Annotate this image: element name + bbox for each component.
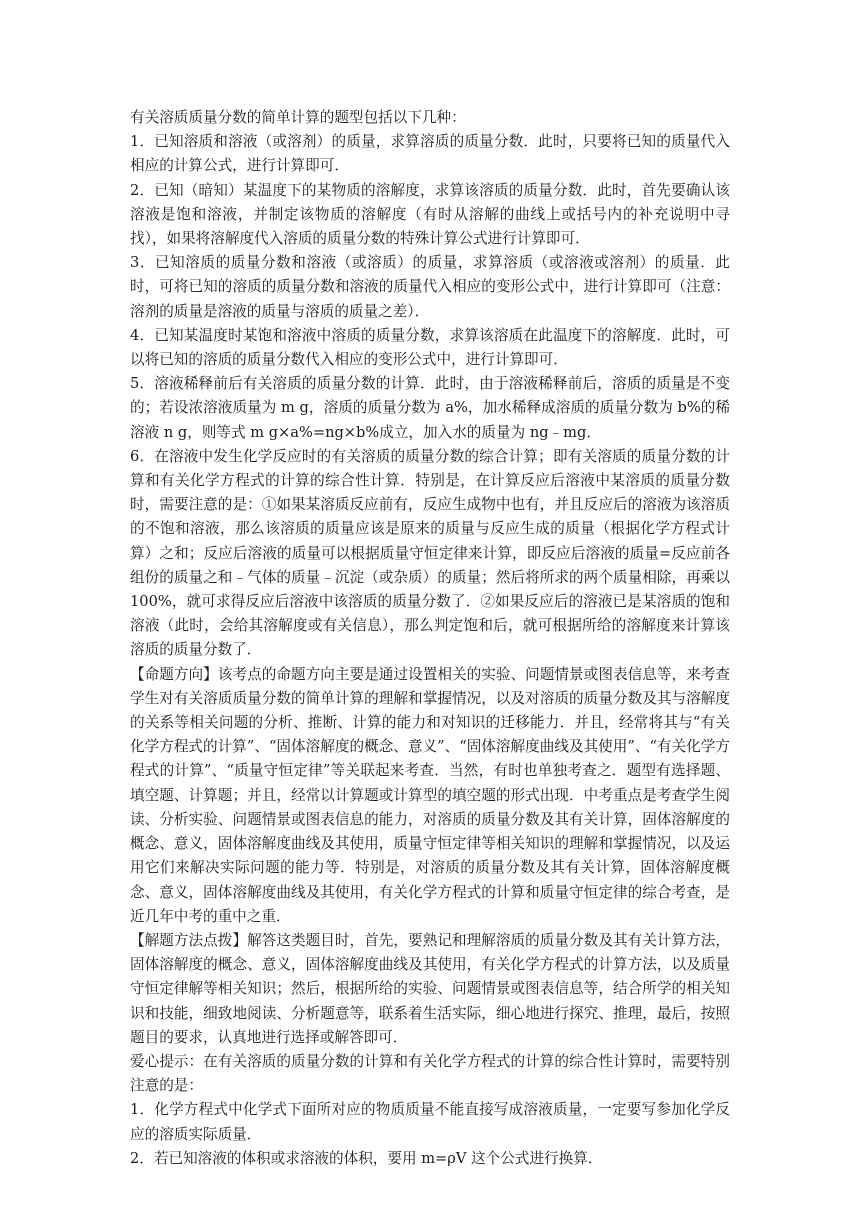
paragraph-reminder-2: 2．若已知溶液的体积或求溶液的体积，要用 m=ρV 这个公式进行换算． bbox=[130, 1149, 603, 1167]
document-body bbox=[130, 106, 730, 1171]
paragraph-type-2: 2．已知（暗知）某温度下的某物质的溶解度，求算该溶质的质量分数．此时，首先要确认该溶液是饱和溶液，并制定该物质的溶解度（有时从溶解的曲线上或括号内的补充说明中寻找），如果将溶解度代入溶质的质量分数的特殊计算公式进行计算即可． bbox=[130, 181, 730, 248]
paragraph-type-1: 1．已知溶质和溶液（或溶剂）的质量，求算溶质的质量分数．此时，只要将已知的质量代入相应的计算公式，进行计算即可． bbox=[130, 133, 730, 175]
paragraph-type-6: 6．在溶液中发生化学反应时的有关溶质的质量分数的综合计算；即有关溶质的质量分数的计算和有关化学方程式的计算的综合性计算．特别是，在计算反应后溶液中某溶质的质量分数时，需要注意的是：①如果某溶质反应前有，反应生成物中也有，并且反应后的溶液为该溶质的不饱和溶液，那么该溶质的质量应该是原来的质量与反应生成的质量（根据化学方程式计算）之和；反应后溶液的质量可以根据质量守恒定律来计算，即反应后溶液的质量=反应前各组份的质量之和﹣气体的质量﹣沉淀（或杂质）的质量；然后将所求的两个质量相除，再乘以 100%，就可求得反应后溶液中该溶质的质量分数了．②如果反应后的溶液已是某溶质的饱和溶液（此时，会给其溶解度或有关信息），那么判定饱和后，就可根据所给的溶解度来计算该溶质的质量分数了． bbox=[130, 447, 730, 659]
paragraph-reminder: 爱心提示：在有关溶质的质量分数的计算和有关化学方程式的计算的综合性计算时，需要特别注意的是： bbox=[130, 1052, 730, 1095]
paragraph-reminder-1: 1．化学方程式中化学式下面所对应的物质质量不能直接写成溶液质量，一定要写参加化学反应的溶质实际质量． bbox=[130, 1101, 730, 1143]
paragraph-exam-direction: 【命题方向】该考点的命题方向主要是通过设置相关的实验、问题情景或图表信息等，来考查学生对有关溶质质量分数的简单计算的理解和掌握情况，以及对溶质的质量分数及其与溶解度的关系等相关问题的分析、推断、计算的能力和对知识的迁移能力．并且，经常将其与“有关化学方程式的计算”、“固体溶解度的概念、意义”、“固体溶解度曲线及其使用”、“有关化学方程式的计算”、“质量守恒定律”等关联起来考查．当然，有时也单独考查之．题型有选择题、填空题、计算题；并且，经常以计算题或计算型的填空题的形式出现．中考重点是考查学生阅读、分析实验、问题情景或图表信息的能力，对溶质的质量分数及其有关计算，固体溶解度的概念、意义，固体溶解度曲线及其使用，质量守恒定律等相关知识的理解和掌握情况，以及运用它们来解决实际问题的能力等．特别是，对溶质的质量分数及其有关计算，固体溶解度概念、意义，固体溶解度曲线及其使用，有关化学方程式的计算和质量守恒定律的综合考查，是近几年中考的重中之重． bbox=[130, 665, 730, 925]
paragraph-type-3: 3．已知溶质的质量分数和溶液（或溶质）的质量，求算溶质（或溶液或溶剂）的质量．此时，可将已知的溶质的质量分数和溶液的质量代入相应的变形公式中，进行计算即可（注意：溶剂的质量是溶液的质量与溶质的质量之差）． bbox=[130, 254, 730, 320]
paragraph-type-5: 5．溶液稀释前后有关溶质的质量分数的计算．此时，由于溶液稀释前后，溶质的质量是不变的；若设浓溶液质量为 m g，溶质的质量分数为 a%，加水稀释成溶质的质量分数为 b%的稀溶液 n g，则等式 m g×a%=ng×b%成立，加入水的质量为 ng﹣mg． bbox=[130, 375, 730, 441]
paragraph-solution-tips: 【解题方法点拨】解答这类题目时，首先，要熟记和理解溶质的质量分数及其有关计算方法，固体溶解度的概念、意义，固体溶解度曲线及其使用，有关化学方程式的计算方法，以及质量守恒定律解等相关知识；然后，根据所给的实验、问题情景或图表信息等，结合所学的相关知识和技能，细致地阅读、分析题意等，联系着生活实际，细心地进行探究、推理，最后，按照题目的要求，认真地进行选择或解答即可． bbox=[130, 931, 730, 1046]
paragraph-type-4: 4．已知某温度时某饱和溶液中溶质的质量分数，求算该溶质在此温度下的溶解度．此时，可以将已知的溶质的质量分数代入相应的变形公式中，进行计算即可． bbox=[130, 326, 730, 369]
paragraph-intro: 有关溶质质量分数的简单计算的题型包括以下几种： bbox=[130, 109, 466, 126]
